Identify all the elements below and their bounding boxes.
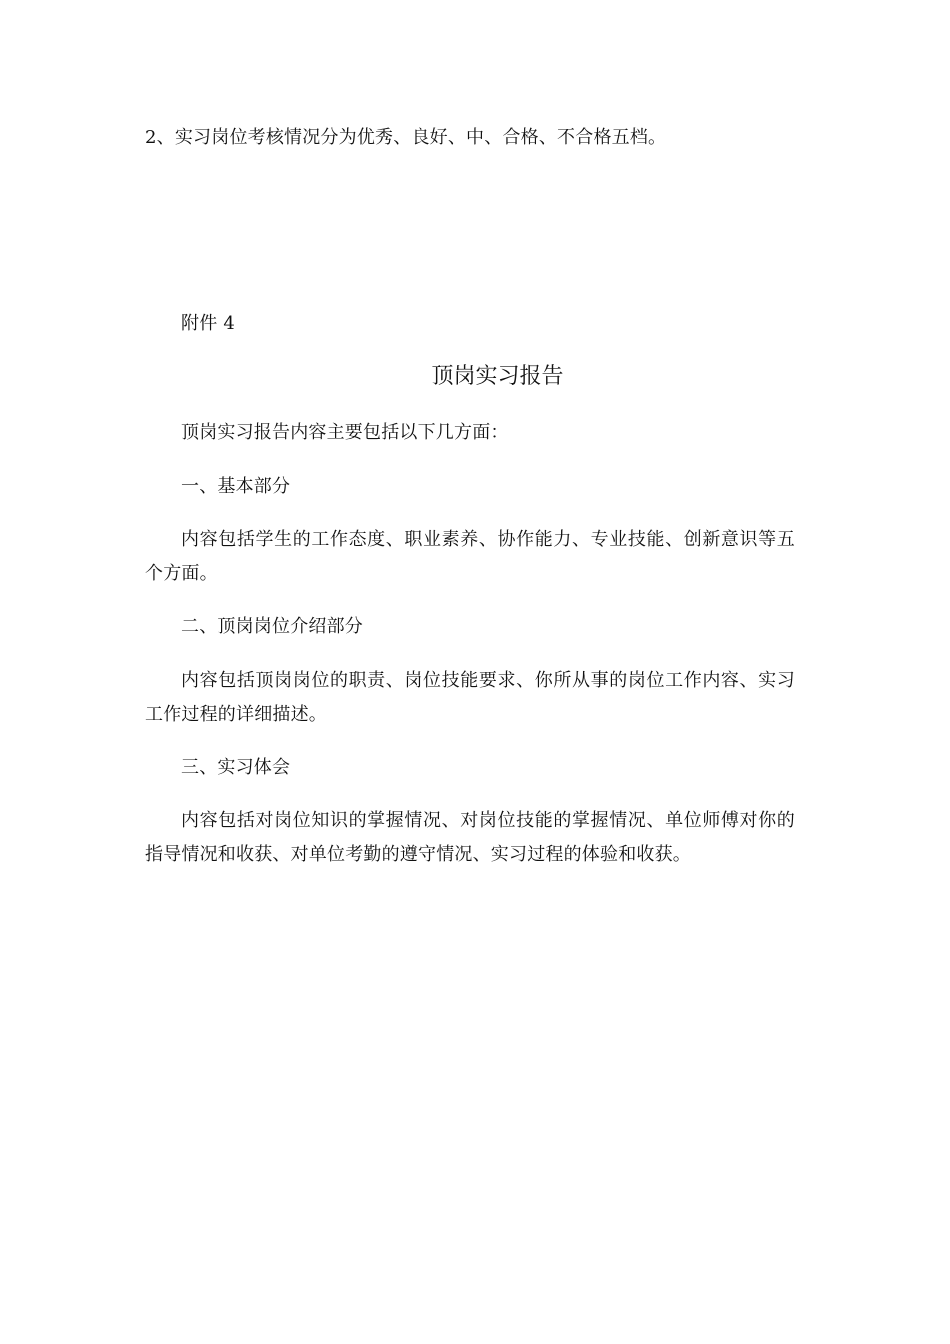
section-body-experience: 内容包括对岗位知识的掌握情况、对岗位技能的掌握情况、单位师傅对你的指导情况和收获、对单位考勤的遵守情况、实习过程的体验和收获。 (145, 810, 795, 865)
section-heading-basic: 一、基本部分 (181, 476, 291, 497)
intro-text: 顶岗实习报告内容主要包括以下几方面： (181, 422, 509, 443)
section-heading-experience: 三、实习体会 (181, 757, 291, 778)
assessment-note: 2、实习岗位考核情况分为优秀、良好、中、合格、不合格五档。 (145, 127, 667, 148)
attachment-label: 附件 4 (181, 313, 235, 334)
section-heading-position: 二、顶岗岗位介绍部分 (181, 616, 363, 637)
page-title: 顶岗实习报告 (431, 364, 564, 389)
section-body-basic: 内容包括学生的工作态度、职业素养、协作能力、专业技能、创新意识等五个方面。 (145, 529, 795, 584)
section-body-position: 内容包括顶岗岗位的职责、岗位技能要求、你所从事的岗位工作内容、实习工作过程的详细描述。 (145, 670, 795, 725)
